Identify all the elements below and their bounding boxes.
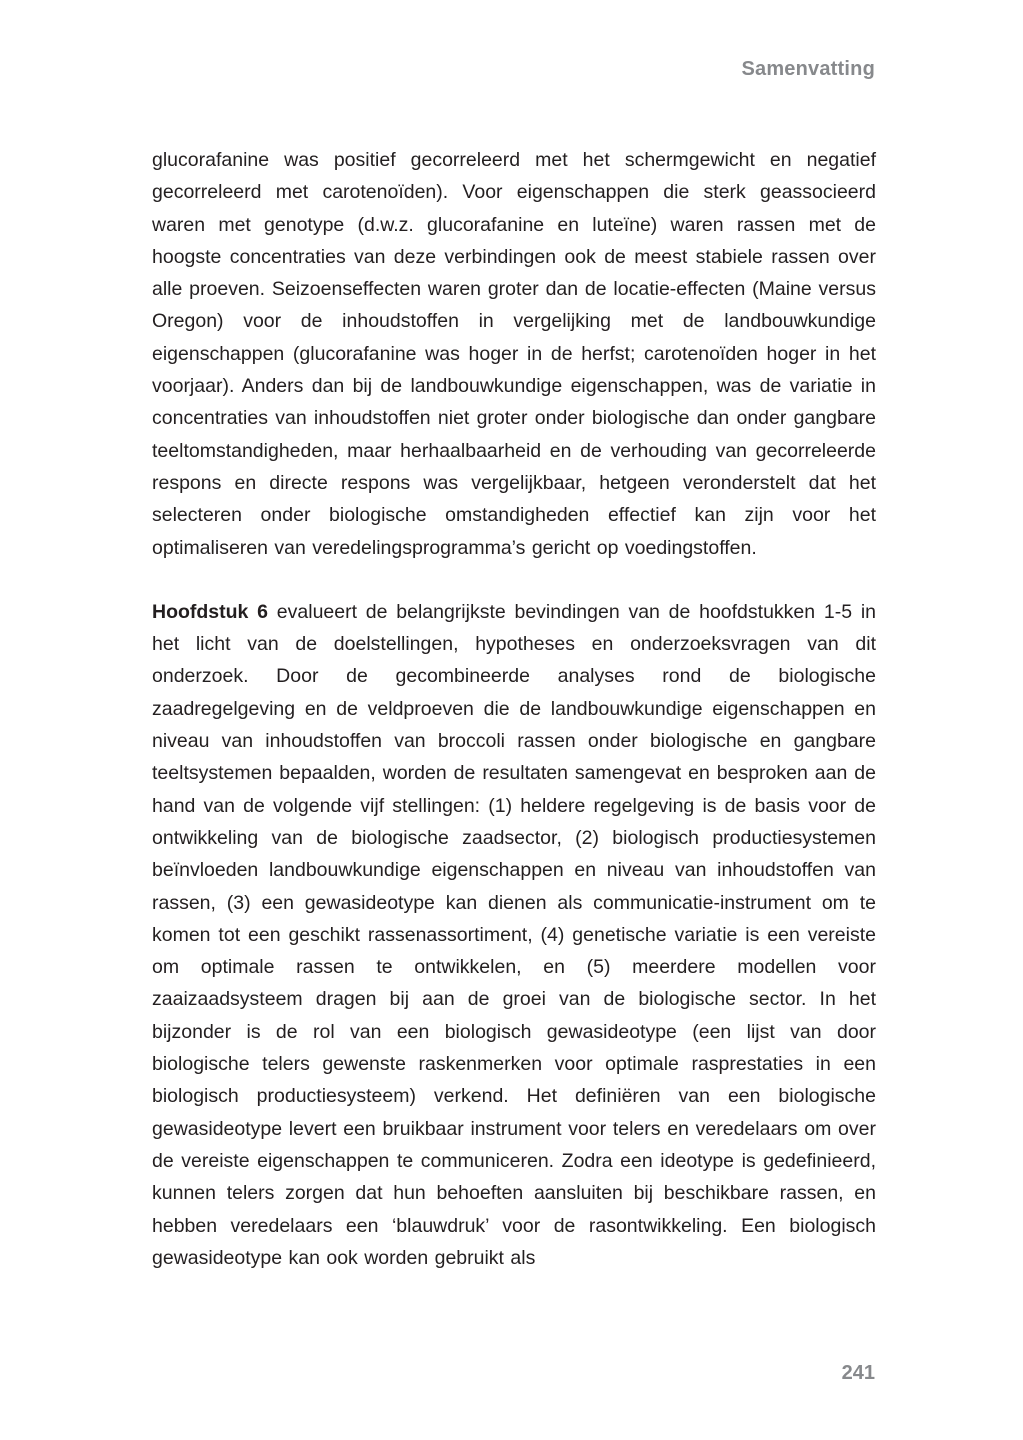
running-header-title: Samenvatting bbox=[741, 58, 875, 80]
paragraph-2-text: evalueert de belangrijkste bevindingen van de hoofdstukken 1-5 in het licht van de doelstellingen, hypotheses en onderzoeksvragen van dit onderzoek. Door de gecombineerde analyses rond de biologische zaadregelgeving en de veldproeven die de landbouwkundige eigenschappen en niveau van inhoudstoffen van broccoli rassen onder biologische en gangbare teeltsystemen bepaalden, worden de resultaten samengevat en besproken aan de hand van de volgende vijf stellingen: (1) heldere regelgeving is de basis voor de ontwikkeling van de biologische zaadsector, (2) biologisch productiesystemen beïnvloeden landbouwkundige eigenschappen en niveau van inhoudstoffen van rassen, (3) een gewasideotype kan dienen als communicatie-instrument om te komen tot een geschikt rassenassortiment, (4) genetische variatie is een vereiste om optimale rassen te ontwikkelen, en (5) meerdere modellen voor zaaizaadsysteem dragen bij aan de groei van de biologische sector. In het bijzonder is de rol van een biologisch gewasideotype (een lijst van door biologische telers gewenste raskenmerken voor optimale rasprestaties in een biologisch productiesysteem) verkend. Het definiëren van een biologische gewasideotype levert een bruikbaar instrument voor telers en veredelaars om over de vereiste eigenschappen te communiceren. Zodra een ideotype is gedefinieerd, kunnen telers zorgen dat hun behoeften aansluiten bij beschikbare rassen, en hebben veredelaars een ‘blauwdruk’ voor de rasontwikkeling. Een biologisch gewasideotype kan ook worden gebruikt als bbox=[152, 600, 877, 1269]
page-header bbox=[741, 58, 875, 81]
page-number: 241 bbox=[841, 1362, 875, 1384]
paragraph-1 bbox=[152, 144, 876, 564]
page-footer bbox=[842, 1362, 875, 1385]
chapter-reference: Hoofdstuk 6 bbox=[152, 600, 269, 623]
paragraph-2 bbox=[152, 596, 876, 1274]
page-body bbox=[152, 144, 876, 1274]
paragraph-1-text: glucorafanine was positief gecorreleerd met het schermgewicht en negatief gecorreleerd met carotenoïden). Voor eigenschappen die sterk geassocieerd waren met genotype (d.w.z. glucorafanine en luteïne) waren rassen met de hoogste concentraties van deze verbindingen ook de meest stabiele rassen over alle proeven. Seizoenseffecten waren groter dan de locatie-effecten (Maine versus Oregon) voor de inhoudstoffen in vergelijking met de landbouwkundige eigenschappen (glucorafanine was hoger in de herfst; carotenoïden hoger in het voorjaar). Anders dan bij de landbouwkundige eigenschappen, was de variatie in concentraties van inhoudstoffen niet groter onder biologische dan onder gangbare teeltomstandigheden, maar herhaalbaarheid en de verhouding van gecorreleerde respons en directe respons was vergelijkbaar, hetgeen veronderstelt dat het selecteren onder biologische omstandigheden effectief kan zijn voor het optimaliseren van veredelingsprogramma’s gericht op voedingstoffen. bbox=[152, 149, 876, 559]
